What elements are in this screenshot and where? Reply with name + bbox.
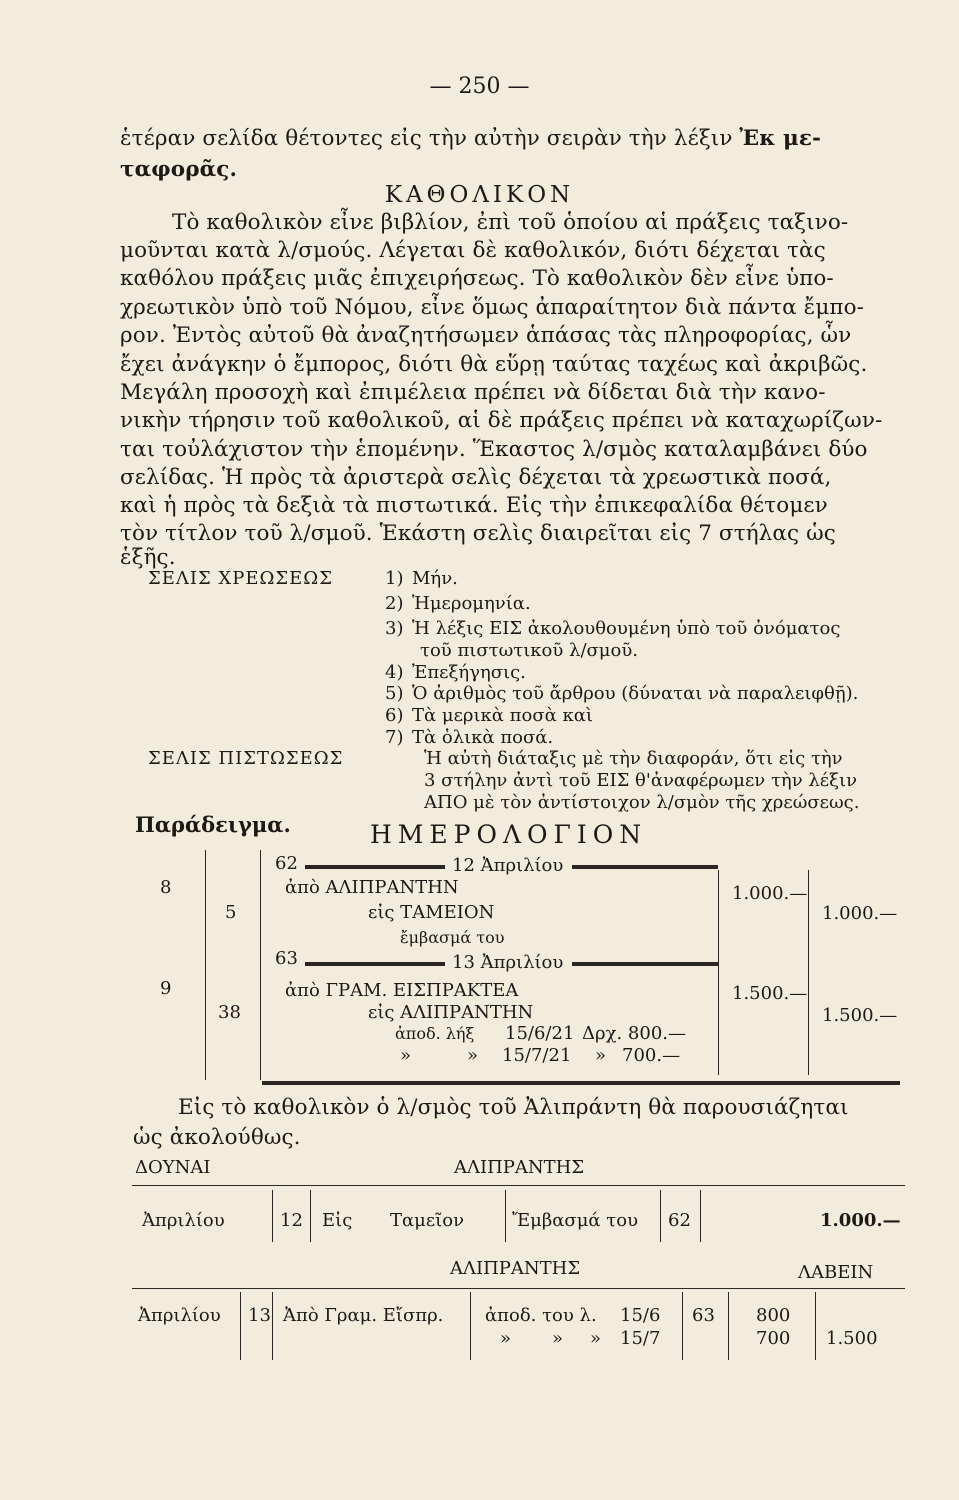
body-line: καὶ ἡ πρὸς τὰ δεξιὰ τὰ πιστωτικά. Εἰς τὴν ἐπικεφαλίδα θέτομεν [120, 493, 828, 518]
ledger-date: 15/6 [620, 1305, 661, 1326]
example-label: Παράδειγμα. [135, 812, 291, 837]
column-text: Τὰ μερικὰ ποσὰ καὶ [412, 705, 593, 726]
section-title: ΚΑΘΟΛΙΚΟΝ [384, 182, 575, 208]
journal-detail: 15/6/21 [505, 1023, 575, 1044]
column-number: 2) [385, 593, 404, 614]
journal-date: 13 Ἀπριλίου [452, 952, 564, 973]
journal-partial: 1.500.— [732, 983, 808, 1004]
column-number: 7) [385, 727, 404, 748]
body-line: χρεωτικὸν ὑπὸ τοῦ Νόμου, εἶνε ὅμως ἀπαραίτητον διὰ πάντα ἔμπο- [120, 295, 865, 320]
column-text-cont: τοῦ πιστωτικοῦ λ/σμοῦ. [420, 640, 638, 661]
journal-detail: ἀποδ. λήξ [395, 1024, 475, 1043]
intro-bold: Ἐκ με- [739, 126, 822, 151]
journal-from: ἀπὸ ΑΛΙΠΡΑΝΤΗΝ [285, 877, 459, 898]
debit-side-label: ΣΕΛΙΣ ΧΡΕΩΣΕΩΣ [148, 568, 333, 589]
ledger-ditto: » [552, 1328, 564, 1349]
journal-total: 1.000.— [822, 903, 898, 924]
ledger-side-label: ΛΑΒΕΙΝ [798, 1262, 874, 1283]
credit-note: Ἡ αὐτὴ διάταξις μὲ τὴν διαφοράν, ὅτι εἰς τὴν [424, 748, 843, 769]
ledger-description: Ἔμβασμά του [512, 1210, 639, 1231]
ledger-total: 1.500 [826, 1328, 878, 1349]
journal-total: 1.500.— [822, 1005, 898, 1026]
ledger-article: 62 [668, 1210, 691, 1231]
journal-detail: 700.— [622, 1045, 681, 1066]
journal-partial: 1.000.— [732, 883, 808, 904]
ledger-day: 13 [248, 1305, 271, 1326]
ledger-partial: 700 [756, 1328, 791, 1349]
column-text: Μήν. [412, 568, 458, 589]
ledger-page-ref: 38 [218, 1002, 241, 1023]
ledger-page-ref: 9 [160, 978, 172, 999]
journal-detail: » [595, 1045, 607, 1066]
journal-date: 12 Ἀπριλίου [452, 855, 564, 876]
column-number: 3) [385, 618, 404, 639]
body-line: μοῦνται κατὰ λ/σμούς. Λέγεται δὲ καθολικόν, διότι δέχεται τὰς [120, 238, 826, 263]
ledger-from: Ἀπὸ Γραμ. Εἴσπρ. [283, 1305, 444, 1326]
column-text: Ὁ ἀριθμὸς τοῦ ἄρθρου (δύναται νὰ παραλειφθῇ). [412, 683, 859, 704]
column-number: 4) [385, 662, 404, 683]
body-line: σελίδας. Ἡ πρὸς τὰ ἀριστερὰ σελὶς δέχεται τὰ χρεωστικὰ ποσά, [120, 465, 832, 490]
ledger-page-ref: 5 [225, 902, 237, 923]
body-line: ἑξῆς. [120, 545, 176, 570]
journal-detail: » [467, 1045, 479, 1066]
journal-from: ἀπὸ ΓΡΑΜ. ΕΙΣΠΡΑΚΤΕΑ [285, 980, 519, 1001]
body-line: Τὸ καθολικὸν εἶνε βιβλίον, ἐπὶ τοῦ ὁποίου αἱ πράξεις ταξινο- [172, 210, 849, 235]
ledger-day: 12 [280, 1210, 303, 1231]
ledger-month: Ἀπριλίου [142, 1210, 225, 1231]
intro-line-1 [120, 126, 910, 151]
closing-line-1: Εἰς τὸ καθολικὸν ὁ λ/σμὸς τοῦ Ἀλιπράντη θὰ παρουσιάζηται [178, 1095, 849, 1120]
body-line: ται τοὐλάχιστον τὴν ἑπομένην. Ἕκαστος λ/σμὸς καταλαμβάνει δύο [120, 437, 868, 462]
body-line: Μεγάλη προσοχὴ καὶ ἐπιμέλεια πρέπει νὰ δίδεται διὰ τὴν κανο- [120, 380, 826, 405]
journal-to: εἰς ΑΛΙΠΡΑΝΤΗΝ [368, 1002, 534, 1023]
ledger-account-name: ΑΛΙΠΡΑΝΤΗΣ [450, 1258, 581, 1279]
ledger-account: Ταμεῖον [390, 1210, 465, 1231]
ledger-page-ref: 8 [160, 877, 172, 898]
column-number: 1) [385, 568, 404, 589]
body-line: νικὴν τήρησιν τοῦ καθολικοῦ, αἱ δὲ πράξεις πρέπει νὰ καταχωρίζων- [120, 408, 883, 433]
ledger-ditto: » [590, 1328, 602, 1349]
body-line: ρον. Ἐντὸς αὐτοῦ θὰ ἀναζητήσωμεν ἁπάσας τὰς πληροφορίας, ὧν [120, 323, 852, 348]
body-line: ἔχει ἀνάγκην ὁ ἔμπορος, διότι θὰ εὕρῃ ταύτας ταχέως καὶ ἀκριβῶς. [120, 352, 868, 377]
journal-title: ΗΜΕΡΟΛΟΓΙΟΝ [370, 820, 648, 849]
ledger-date: 15/7 [620, 1328, 661, 1349]
journal-article: 62 [275, 853, 298, 874]
journal-detail: 15/7/21 [502, 1045, 572, 1066]
ledger-article: 63 [692, 1305, 715, 1326]
credit-note: ΑΠΟ μὲ τὸν ἀντίστοιχον λ/σμὸν τῆς χρεώσεως. [424, 792, 860, 813]
column-text: Ἡ λέξις ΕΙΣ ἀκολουθουμένη ὑπὸ τοῦ ὀνόματος [412, 618, 841, 639]
journal-detail: Δρχ. 800.— [582, 1023, 687, 1044]
column-number: 6) [385, 705, 404, 726]
intro-line-2: ταφορᾶς. [120, 157, 238, 182]
journal-detail: » [400, 1045, 412, 1066]
ledger-ditto: » [500, 1328, 512, 1349]
closing-line-2: ὡς ἀκολούθως. [133, 1125, 301, 1150]
credit-side-label: ΣΕΛΙΣ ΠΙΣΤΩΣΕΩΣ [148, 748, 344, 769]
ledger-to: Εἰς [322, 1210, 353, 1231]
body-line: καθόλου πράξεις μιᾶς ἐπιχειρήσεως. Τὸ καθολικὸν δὲν εἶνε ὑπο- [120, 266, 834, 291]
journal-article: 63 [275, 948, 298, 969]
column-number: 5) [385, 683, 404, 704]
column-text: Ἐπεξήγησις. [412, 662, 526, 683]
column-text: Τὰ ὁλικὰ ποσά. [412, 727, 554, 748]
column-text: Ἡμερομηνία. [412, 593, 531, 614]
intro-text: ἑτέραν σελίδα θέτοντες εἰς τὴν αὐτὴν σειρὰν τὴν λέξιν [120, 126, 740, 151]
ledger-side-label: ΔΟΥΝΑΙ [135, 1157, 211, 1178]
journal-description: ἔμβασμά του [400, 928, 505, 947]
ledger-description: ἀποδ. του λ. [485, 1305, 597, 1326]
ledger-month: Ἀπριλίου [138, 1305, 221, 1326]
body-line: τὸν τίτλον τοῦ λ/σμοῦ. Ἑκάστη σελὶς διαιρεῖται εἰς 7 στήλας ὡς [120, 521, 836, 546]
page-number: — 250 — [429, 74, 530, 99]
ledger-amount: 1.000.— [820, 1210, 901, 1231]
ledger-partial: 800 [756, 1305, 791, 1326]
journal-to: εἰς ΤΑΜΕΙΟΝ [368, 902, 495, 923]
ledger-account-name: ΑΛΙΠΡΑΝΤΗΣ [454, 1157, 585, 1178]
credit-note: 3 στήλην ἀντὶ τοῦ ΕΙΣ θ'ἀναφέρωμεν τὴν λέξιν [424, 770, 858, 791]
